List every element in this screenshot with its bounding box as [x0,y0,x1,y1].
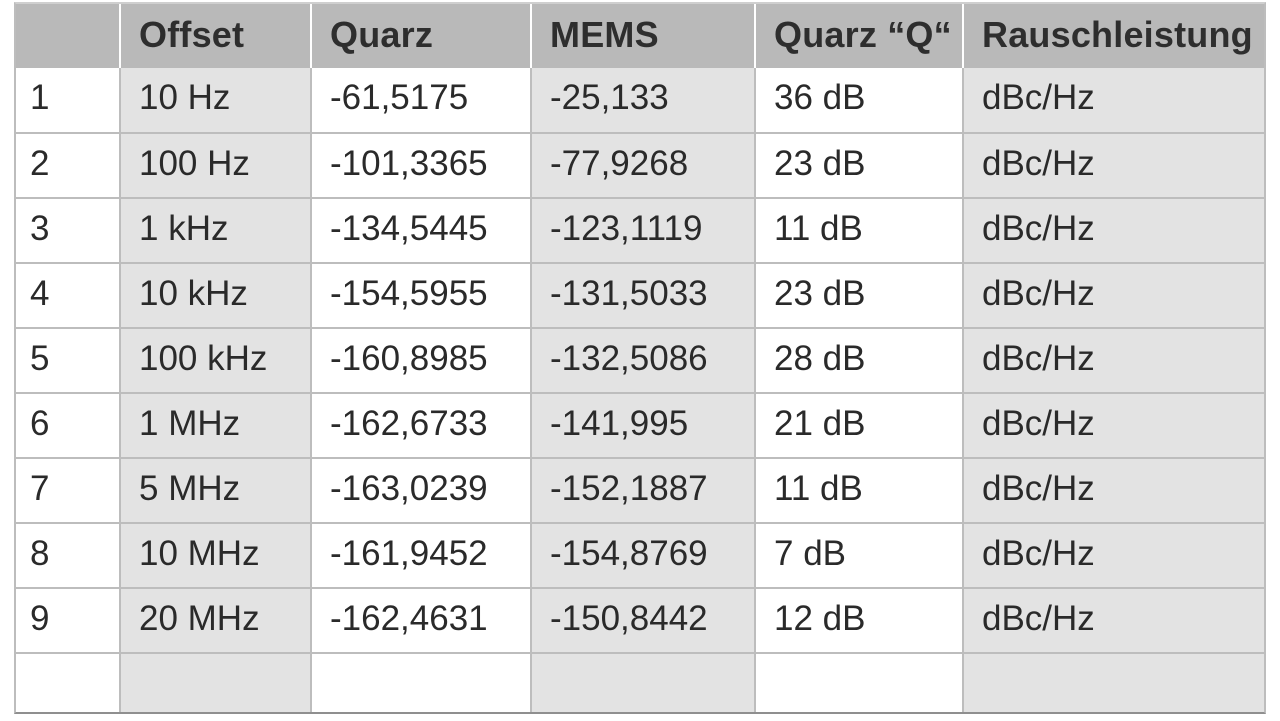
row-index-cell: 7 [16,458,120,523]
quarz-q-cell: 28 dB [755,328,963,393]
quarz-cell: -154,5955 [311,263,531,328]
table-row [16,198,1264,263]
mems-cell: -152,1887 [531,458,755,523]
table-row [16,588,1264,653]
quarz-cell: -160,8985 [311,328,531,393]
header-offset: Offset [120,4,311,68]
quarz-q-cell: 36 dB [755,68,963,133]
quarz-cell: -101,3365 [311,133,531,198]
filler-cell [963,653,1264,712]
rauschleistung-cell: dBc/Hz [963,263,1264,328]
quarz-q-cell: 23 dB [755,133,963,198]
quarz-cell: -134,5445 [311,198,531,263]
quarz-q-cell: 11 dB [755,198,963,263]
row-index-cell: 1 [16,68,120,133]
filler-cell [531,653,755,712]
row-index-cell: 2 [16,133,120,198]
quarz-q-cell: 11 dB [755,458,963,523]
rauschleistung-cell: dBc/Hz [963,68,1264,133]
offset-cell: 10 MHz [120,523,311,588]
row-index-cell: 8 [16,523,120,588]
offset-cell: 100 kHz [120,328,311,393]
table-row [16,458,1264,523]
row-index-cell: 6 [16,393,120,458]
rauschleistung-cell: dBc/Hz [963,393,1264,458]
offset-cell: 5 MHz [120,458,311,523]
quarz-cell: -162,4631 [311,588,531,653]
quarz-cell: -161,9452 [311,523,531,588]
filler-cell [120,653,311,712]
filler-cell [755,653,963,712]
rauschleistung-cell: dBc/Hz [963,328,1264,393]
offset-cell: 10 kHz [120,263,311,328]
table-row [16,523,1264,588]
header-rauschleistung: Rauschleistung [963,4,1264,68]
mems-cell: -77,9268 [531,133,755,198]
quarz-q-cell: 21 dB [755,393,963,458]
rauschleistung-cell: dBc/Hz [963,588,1264,653]
quarz-q-cell: 23 dB [755,263,963,328]
mems-cell: -141,995 [531,393,755,458]
offset-cell: 20 MHz [120,588,311,653]
mems-cell: -132,5086 [531,328,755,393]
table-body [16,68,1264,712]
header-quarz: Quarz [311,4,531,68]
offset-cell: 1 MHz [120,393,311,458]
quarz-cell: -163,0239 [311,458,531,523]
rauschleistung-cell: dBc/Hz [963,133,1264,198]
table-row [16,68,1264,133]
row-index-cell: 5 [16,328,120,393]
rauschleistung-cell: dBc/Hz [963,523,1264,588]
row-index-cell: 3 [16,198,120,263]
row-index-cell: 4 [16,263,120,328]
mems-cell: -123,1119 [531,198,755,263]
filler-cell [311,653,531,712]
offset-cell: 1 kHz [120,198,311,263]
table-row [16,393,1264,458]
offset-cell: 10 Hz [120,68,311,133]
mems-cell: -131,5033 [531,263,755,328]
table-row [16,328,1264,393]
header-mems: MEMS [531,4,755,68]
quarz-cell: -162,6733 [311,393,531,458]
table-filler-row [16,653,1264,712]
table-row [16,263,1264,328]
header-row [16,4,1264,68]
rauschleistung-cell: dBc/Hz [963,198,1264,263]
offset-cell: 100 Hz [120,133,311,198]
filler-cell [16,653,120,712]
quarz-cell: -61,5175 [311,68,531,133]
quarz-q-cell: 7 dB [755,523,963,588]
header-quarz-q: Quarz “Q“ [755,4,963,68]
mems-cell: -150,8442 [531,588,755,653]
mems-cell: -25,133 [531,68,755,133]
row-index-cell: 9 [16,588,120,653]
mems-cell: -154,8769 [531,523,755,588]
phase-noise-table-frame [14,2,1266,714]
rauschleistung-cell: dBc/Hz [963,458,1264,523]
quarz-q-cell: 12 dB [755,588,963,653]
table-row [16,133,1264,198]
header-index [16,4,120,68]
phase-noise-table [16,4,1264,712]
